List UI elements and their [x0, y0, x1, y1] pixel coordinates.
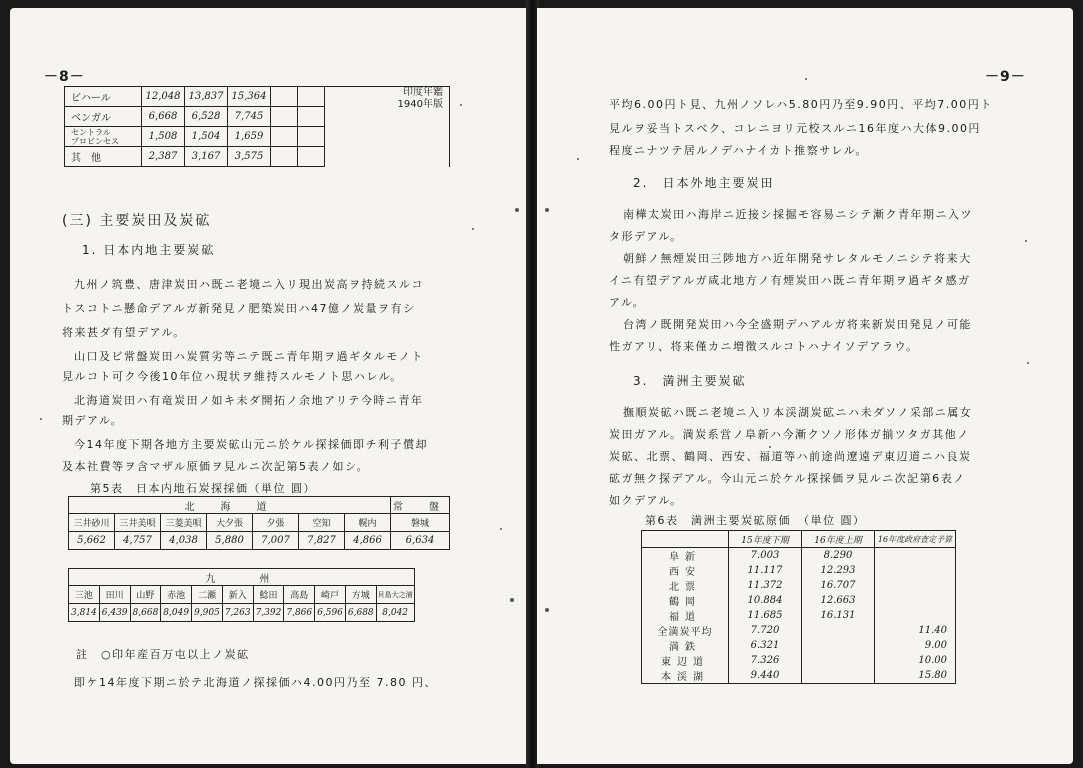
closing-line: 即ケ14年度下期ニ於テ北海道ノ探採価ハ4.00円乃至 7.80 円、	[74, 676, 437, 689]
empty-cell	[271, 107, 298, 127]
cell: 6,596	[315, 604, 346, 622]
cell: 6,688	[345, 604, 376, 622]
cell: 12.293	[802, 563, 875, 578]
mine-name: 東辺道	[642, 653, 729, 668]
cell: 1,504	[185, 127, 228, 147]
column-header	[642, 531, 729, 548]
paragraph-line: アル。	[609, 296, 646, 309]
column-header: 16年度政府査定予算	[875, 531, 956, 548]
paragraph-line: 如クデアル。	[609, 494, 683, 507]
source-note: 印度年鑑 1940年版	[325, 87, 450, 167]
cell	[875, 548, 956, 564]
cell	[875, 563, 956, 578]
paragraph-line: 九州ノ筑豊、唐津炭田ハ既ニ老境ニ入リ現出炭高ヲ持続スルコ	[74, 278, 424, 291]
table-row	[65, 87, 450, 107]
mine-name: 貝島大之浦	[376, 586, 414, 604]
column-header: 16年度上期	[802, 531, 875, 548]
cell: 1,659	[228, 127, 271, 147]
cell: 12.663	[802, 593, 875, 608]
cell	[875, 608, 956, 623]
table-row	[69, 532, 450, 550]
table-row	[69, 514, 450, 532]
cell: 6,668	[142, 107, 185, 127]
table5-hokkaido	[68, 496, 450, 550]
paragraph-line: 見ルヲ妥当トスベク、コレニヨリ元校スルニ16年度ハ大体9.00円	[609, 122, 981, 135]
cell: 8,042	[376, 604, 414, 622]
cell: 2,387	[142, 147, 185, 167]
paragraph-line: 期デアル。	[62, 414, 124, 427]
paragraph-line: 山口及ビ常盤炭田ハ炭質劣等ニテ既ニ青年期ヲ過ギタルモノト	[74, 350, 424, 363]
mine-name: 三井砂川	[69, 514, 115, 532]
row-label: 其 他	[65, 147, 142, 167]
mine-name: 福道	[642, 608, 729, 623]
paragraph-line: 砿ガ無ク探デアル。今山元ニ於ケル探採価ヲ見ルニ次記第6表ノ	[609, 472, 966, 485]
empty-cell	[271, 127, 298, 147]
cell: 7.003	[729, 548, 802, 564]
table-row	[642, 668, 956, 684]
paragraph-line: 今14年度下期各地方主要炭砿山元ニ於ケル探採価即チ利子償却	[74, 438, 428, 451]
cell: 7,007	[253, 532, 299, 550]
cell: 8,668	[130, 604, 161, 622]
mine-name: 夕張	[253, 514, 299, 532]
mine-name: 磐城	[391, 514, 450, 532]
cell: 11.372	[729, 578, 802, 593]
cell	[802, 668, 875, 684]
mine-name: 全満炭平均	[642, 623, 729, 638]
mine-name: 方城	[345, 586, 376, 604]
mine-name: 西安	[642, 563, 729, 578]
cell: 3,167	[185, 147, 228, 167]
cell: 6,528	[185, 107, 228, 127]
mine-name: 三池	[69, 586, 100, 604]
mine-name: 崎戸	[315, 586, 346, 604]
mine-name: 空知	[299, 514, 345, 532]
cell: 6.321	[729, 638, 802, 653]
cell	[802, 638, 875, 653]
empty-cell	[271, 87, 298, 107]
paragraph-line: 平均6.00円ト見、九州ノソレハ5.80円乃至9.90円、平均7.00円ト	[609, 98, 993, 111]
group-header: 九 州	[69, 569, 415, 586]
cell: 9.440	[729, 668, 802, 684]
paragraph-line: 程度ニナツテ居ルノデハナイカト推察サレル。	[609, 144, 868, 157]
mine-name: 満鉄	[642, 638, 729, 653]
paragraph-line: 朝鮮ノ無煙炭田三陟地方ハ近年開発サレタルモノニシテ将来大	[623, 252, 972, 265]
cell: 3,575	[228, 147, 271, 167]
mine-name: 山野	[130, 586, 161, 604]
column-header: 15年度下期	[729, 531, 802, 548]
cell	[875, 578, 956, 593]
paragraph-line: 北海道炭田ハ有竜炭田ノ如キ未ダ開拓ノ余地アリテ今時ニ青年	[74, 394, 424, 407]
mine-name: 三菱美唄	[161, 514, 207, 532]
cell: 7.326	[729, 653, 802, 668]
cell: 3,814	[69, 604, 100, 622]
heading-manchuria: 3. 満洲主要炭砿	[633, 374, 747, 388]
cell: 10.884	[729, 593, 802, 608]
table5-note: 註 ○印年産百万屯以上ノ炭砿	[76, 648, 250, 661]
row-label: ビハール	[65, 87, 142, 107]
mine-name: 幌内	[345, 514, 391, 532]
paragraph-line: 台湾ノ既開発炭田ハ今全盛期デハアルガ将来新炭田発見ノ可能	[623, 318, 972, 331]
table-row	[69, 604, 415, 622]
page-number-left: －8－	[44, 69, 85, 85]
paragraph-line: 撫順炭砿ハ既ニ老境ニ入リ本渓湖炭砿ニハ未ダソノ采部ニ属女	[623, 406, 973, 419]
sub-heading: 1. 日本内地主要炭砿	[82, 243, 216, 257]
cell: 7,866	[284, 604, 315, 622]
empty-cell	[298, 147, 325, 167]
cell: 7.720	[729, 623, 802, 638]
cell: 6,634	[391, 532, 450, 550]
empty-cell	[298, 127, 325, 147]
mine-name: 阜新	[642, 548, 729, 564]
cell: 10.00	[875, 653, 956, 668]
cell: 11.117	[729, 563, 802, 578]
cell: 8.290	[802, 548, 875, 564]
group-header: 北 海 道	[69, 497, 391, 514]
paragraph-line: イニ有望デアルガ咸北地方ノ有煙炭田ハ既ニ青年期ヲ過ギタ感ガ	[609, 274, 971, 287]
top-table	[64, 86, 450, 167]
cell	[802, 653, 875, 668]
table-row	[642, 608, 956, 623]
mine-name: 三井美唄	[115, 514, 161, 532]
table6-caption: 第6表 満洲主要炭砿原価 （単位 圓）	[645, 514, 866, 527]
cell: 15,364	[228, 87, 271, 107]
row-label: セントラル プロビンセス	[65, 127, 142, 147]
table-row	[642, 593, 956, 608]
cell: 12,048	[142, 87, 185, 107]
mine-name: 赤池	[161, 586, 192, 604]
mine-name: 大夕張	[207, 514, 253, 532]
paragraph-line: 炭砿、北票、鶴岡、西安、福道等ハ前途尚遼遠デ東辺道ニハ良炭	[609, 450, 972, 463]
group-header: 常 盤	[391, 497, 450, 514]
cell: 5,662	[69, 532, 115, 550]
cell: 7,827	[299, 532, 345, 550]
cell: 16.707	[802, 578, 875, 593]
table6	[641, 530, 956, 684]
mine-name: 新入	[222, 586, 253, 604]
empty-cell	[298, 107, 325, 127]
table-row	[642, 578, 956, 593]
cell: 1,508	[142, 127, 185, 147]
paragraph-line: 南樺太炭田ハ海岸ニ近接シ採掘モ容易ニシテ漸ク青年期ニ入ツ	[623, 208, 973, 221]
cell: 16.131	[802, 608, 875, 623]
mine-name: 田川	[99, 586, 130, 604]
table-row	[642, 653, 956, 668]
cell: 7,263	[222, 604, 253, 622]
cell: 8,049	[161, 604, 192, 622]
cell: 7,392	[253, 604, 284, 622]
mine-name: 本渓湖	[642, 668, 729, 684]
paragraph-line: 及本社費等ヲ含マザル原価ヲ見ルニ次記第5表ノ如シ。	[62, 460, 370, 473]
table-header-row	[642, 531, 956, 548]
table-row	[69, 497, 450, 514]
page-number-right: －9－	[985, 69, 1026, 85]
cell: 7,745	[228, 107, 271, 127]
cell: 4,038	[161, 532, 207, 550]
mine-name: 高島	[284, 586, 315, 604]
paragraph-line: 性ガアリ、将来僅カニ増徴スルコトハナイソデアラウ。	[609, 340, 919, 353]
table-row	[69, 569, 415, 586]
table-row	[642, 623, 956, 638]
cell: 5,880	[207, 532, 253, 550]
heading-foreign-coalfields: 2. 日本外地主要炭田	[633, 176, 775, 190]
cell: 9,905	[192, 604, 223, 622]
paragraph-line: トスコトニ懸命デアルガ新発見ノ肥築炭田ハ47億ノ炭量ヲ有シ	[62, 302, 416, 315]
cell	[875, 593, 956, 608]
left-page	[10, 8, 528, 764]
cell: 4,866	[345, 532, 391, 550]
paragraph-line: タ形デアル。	[609, 230, 683, 243]
table-row	[642, 548, 956, 564]
table-row	[69, 586, 415, 604]
mine-name: 鶴岡	[642, 593, 729, 608]
paragraph-line: 見ルコト可ク今後10年位ハ現状ヲ維持スルモノト思ハレル。	[62, 370, 403, 383]
right-page	[537, 8, 1073, 764]
mine-name: 二瀬	[192, 586, 223, 604]
paragraph-line: 将来甚ダ有望デアル。	[62, 326, 186, 339]
cell: 4,757	[115, 532, 161, 550]
row-label: ベンガル	[65, 107, 142, 127]
empty-cell	[298, 87, 325, 107]
paragraph-line: 炭田ガアル。満炭系営ノ阜新ハ今漸クソノ形体ガ揃ツタガ其他ノ	[609, 428, 970, 441]
cell: 11.685	[729, 608, 802, 623]
cell: 11.40	[875, 623, 956, 638]
cell: 6,439	[99, 604, 130, 622]
mine-name: 鯰田	[253, 586, 284, 604]
table5-caption: 第5表 日本内地石炭探採価（単位 圓）	[90, 482, 316, 495]
cell: 15.80	[875, 668, 956, 684]
cell: 13,837	[185, 87, 228, 107]
cell: 9.00	[875, 638, 956, 653]
empty-cell	[271, 147, 298, 167]
table-row	[642, 638, 956, 653]
cell	[802, 623, 875, 638]
section-heading: (三) 主要炭田及炭砿	[62, 213, 212, 229]
table5-kyushu	[68, 568, 415, 622]
table-row	[642, 563, 956, 578]
mine-name: 北票	[642, 578, 729, 593]
